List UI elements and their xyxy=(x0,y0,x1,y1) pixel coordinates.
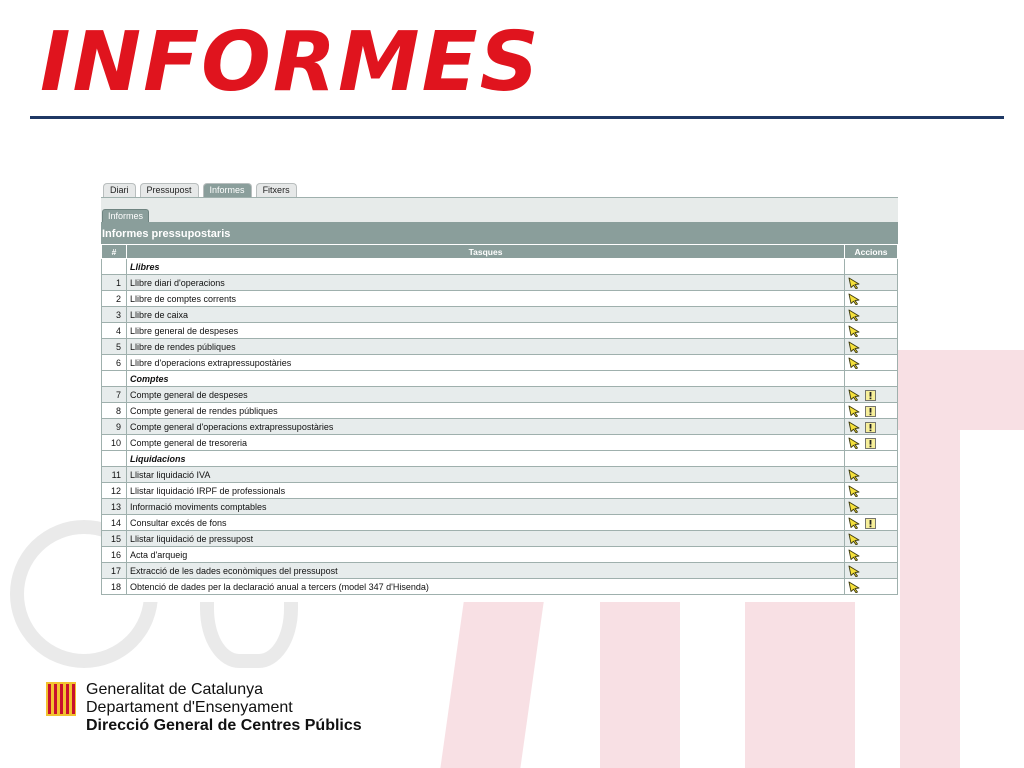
info-icon[interactable] xyxy=(865,390,876,401)
row-actions xyxy=(845,371,898,387)
table-group-row xyxy=(102,451,898,467)
table-row xyxy=(102,307,898,323)
table-row xyxy=(102,435,898,451)
run-icon[interactable] xyxy=(848,501,861,513)
row-actions xyxy=(845,307,898,323)
row-number xyxy=(102,451,127,467)
info-icon[interactable] xyxy=(865,518,876,529)
task-label: Llistar liquidació de pressupost xyxy=(127,531,845,547)
row-number: 4 xyxy=(102,323,127,339)
task-label: Compte general d'operacions extrapressupostàries xyxy=(127,419,845,435)
row-actions xyxy=(845,355,898,371)
main-tab-bar xyxy=(101,182,898,197)
row-number: 14 xyxy=(102,515,127,531)
row-actions xyxy=(845,499,898,515)
run-icon[interactable] xyxy=(848,517,861,529)
row-number xyxy=(102,259,127,275)
run-icon[interactable] xyxy=(848,581,861,593)
task-label: Llibre general de despeses xyxy=(127,323,845,339)
info-icon[interactable] xyxy=(865,438,876,449)
run-icon[interactable] xyxy=(848,357,861,369)
row-actions xyxy=(845,387,898,403)
run-icon[interactable] xyxy=(848,389,861,401)
row-number xyxy=(102,371,127,387)
table-row xyxy=(102,419,898,435)
column-header-tasks: Tasques xyxy=(127,245,845,259)
tab-informes[interactable]: Informes xyxy=(203,183,252,197)
table-row xyxy=(102,579,898,595)
row-number: 8 xyxy=(102,403,127,419)
row-number: 17 xyxy=(102,563,127,579)
organization-name xyxy=(86,681,362,735)
task-label: Acta d'arqueig xyxy=(127,547,845,563)
task-label: Informació moviments comptables xyxy=(127,499,845,515)
row-number: 5 xyxy=(102,339,127,355)
task-label: Llibre d'operacions extrapressupostàries xyxy=(127,355,845,371)
generalitat-logo xyxy=(46,682,76,716)
row-actions xyxy=(845,483,898,499)
row-actions xyxy=(845,259,898,275)
task-label: Compte general de despeses xyxy=(127,387,845,403)
run-icon[interactable] xyxy=(848,421,861,433)
row-actions xyxy=(845,323,898,339)
table-group-row xyxy=(102,259,898,275)
run-icon[interactable] xyxy=(848,277,861,289)
row-actions xyxy=(845,435,898,451)
reports-table xyxy=(101,244,898,595)
task-label: Llistar liquidació IRPF de professionals xyxy=(127,483,845,499)
table-row xyxy=(102,403,898,419)
org-line-generalitat: Generalitat de Catalunya xyxy=(86,681,263,698)
group-label: Liquidacions xyxy=(127,451,845,467)
table-row xyxy=(102,499,898,515)
table-row xyxy=(102,291,898,307)
row-actions xyxy=(845,419,898,435)
table-header-row xyxy=(102,245,898,259)
title-divider xyxy=(30,116,1004,119)
task-label: Obtenció de dades per la declaració anual a tercers (model 347 d'Hisenda) xyxy=(127,579,845,595)
run-icon[interactable] xyxy=(848,469,861,481)
column-header-num: # xyxy=(102,245,127,259)
table-row xyxy=(102,563,898,579)
row-number: 18 xyxy=(102,579,127,595)
subtab-informes[interactable]: Informes xyxy=(102,209,149,222)
row-actions xyxy=(845,579,898,595)
run-icon[interactable] xyxy=(848,341,861,353)
task-label: Compte general de rendes públiques xyxy=(127,403,845,419)
org-line-directorate: Direcció General de Centres Públics xyxy=(86,717,362,734)
report-screenshot xyxy=(101,182,898,602)
slide-title: INFORMES xyxy=(40,15,541,110)
run-icon[interactable] xyxy=(848,293,861,305)
row-actions xyxy=(845,403,898,419)
row-number: 2 xyxy=(102,291,127,307)
section-title: Informes pressupostaris xyxy=(101,222,898,244)
row-number: 12 xyxy=(102,483,127,499)
task-label: Compte general de tresoreria xyxy=(127,435,845,451)
row-number: 10 xyxy=(102,435,127,451)
row-number: 1 xyxy=(102,275,127,291)
row-number: 9 xyxy=(102,419,127,435)
table-body xyxy=(102,259,898,595)
row-actions xyxy=(845,339,898,355)
table-row xyxy=(102,339,898,355)
row-actions xyxy=(845,547,898,563)
row-actions xyxy=(845,451,898,467)
row-actions xyxy=(845,515,898,531)
info-icon[interactable] xyxy=(865,406,876,417)
run-icon[interactable] xyxy=(848,405,861,417)
run-icon[interactable] xyxy=(848,549,861,561)
table-row xyxy=(102,483,898,499)
run-icon[interactable] xyxy=(848,533,861,545)
row-actions xyxy=(845,531,898,547)
row-number: 11 xyxy=(102,467,127,483)
table-row xyxy=(102,467,898,483)
row-actions xyxy=(845,275,898,291)
table-group-row xyxy=(102,371,898,387)
group-label: Comptes xyxy=(127,371,845,387)
info-icon[interactable] xyxy=(865,422,876,433)
run-icon[interactable] xyxy=(848,485,861,497)
task-label: Extracció de les dades econòmiques del pressupost xyxy=(127,563,845,579)
row-number: 6 xyxy=(102,355,127,371)
table-row xyxy=(102,275,898,291)
row-number: 3 xyxy=(102,307,127,323)
task-label: Llibre de rendes públiques xyxy=(127,339,845,355)
row-number: 16 xyxy=(102,547,127,563)
table-row xyxy=(102,323,898,339)
org-line-department: Departament d'Ensenyament xyxy=(86,699,293,716)
task-label: Llibre diari d'operacions xyxy=(127,275,845,291)
row-actions xyxy=(845,291,898,307)
table-row xyxy=(102,355,898,371)
task-label: Llibre de comptes corrents xyxy=(127,291,845,307)
sub-tab-bar xyxy=(101,197,898,222)
column-header-actions: Accions xyxy=(845,245,898,259)
row-number: 7 xyxy=(102,387,127,403)
run-icon[interactable] xyxy=(848,565,861,577)
task-label: Llibre de caixa xyxy=(127,307,845,323)
tab-fitxers[interactable]: Fitxers xyxy=(256,183,297,197)
task-label: Consultar excés de fons xyxy=(127,515,845,531)
run-icon[interactable] xyxy=(848,309,861,321)
table-row xyxy=(102,387,898,403)
table-row xyxy=(102,515,898,531)
run-icon[interactable] xyxy=(848,325,861,337)
tab-pressupost[interactable]: Pressupost xyxy=(140,183,199,197)
tab-diari[interactable]: Diari xyxy=(103,183,136,197)
group-label: Llibres xyxy=(127,259,845,275)
row-number: 13 xyxy=(102,499,127,515)
row-actions xyxy=(845,563,898,579)
table-row xyxy=(102,531,898,547)
row-number: 15 xyxy=(102,531,127,547)
run-icon[interactable] xyxy=(848,437,861,449)
table-row xyxy=(102,547,898,563)
task-label: Llistar liquidació IVA xyxy=(127,467,845,483)
row-actions xyxy=(845,467,898,483)
